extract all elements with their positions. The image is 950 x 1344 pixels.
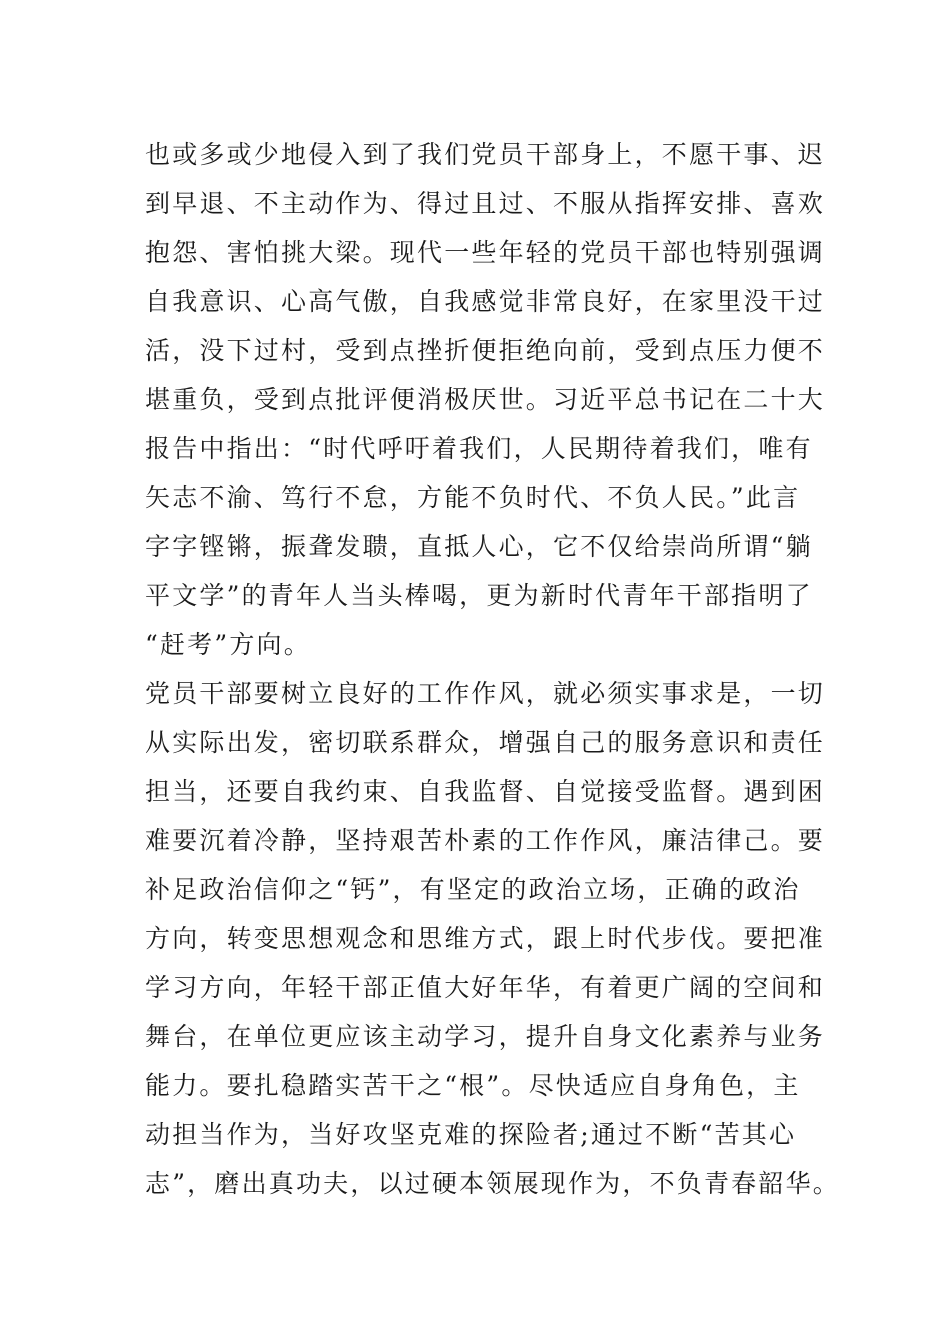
paragraph-line: 矢志不渝、笃行不怠，方能不负时代、不负人民。”此言 xyxy=(145,483,801,512)
paragraph-2 xyxy=(145,669,840,1208)
paragraph-line: 党员干部要树立良好的工作作风，就必须实事求是，一切 xyxy=(145,679,826,708)
paragraph-line: 自我意识、心高气傲，自我感觉非常良好，在家里没干过 xyxy=(145,287,826,316)
paragraph-line: 到早退、不主动作为、得过且过、不服从指挥安排、喜欢 xyxy=(145,189,826,218)
document-body xyxy=(145,130,840,1208)
paragraph-line: 活，没下过村，受到点挫折便拒绝向前，受到点压力便不 xyxy=(145,336,826,365)
paragraph-line: 从实际出发，密切联系群众，增强自己的服务意识和责任 xyxy=(145,728,826,757)
paragraph-line: 平文学”的青年人当头棒喝，更为新时代青年干部指明了 xyxy=(145,581,813,610)
paragraph-line: 报告中指出：“时代呼吁着我们，人民期待着我们，唯有 xyxy=(145,434,813,463)
paragraph-line: 抱怨、害怕挑大梁。现代一些年轻的党员干部也特别强调 xyxy=(145,238,826,267)
paragraph-line: 补足政治信仰之“钙”，有坚定的政治立场，正确的政治 xyxy=(145,875,801,904)
paragraph-line: 方向，转变思想观念和思维方式，跟上时代步伐。要把准 xyxy=(145,924,826,953)
paragraph-line: 能力。要扎稳踏实苦干之“根”。尽快适应自身角色，主 xyxy=(145,1071,801,1100)
paragraph-line: 志”，磨出真功夫，以过硬本领展现作为，不负青春韶华。 xyxy=(145,1169,840,1198)
paragraph-line: 也或多或少地侵入到了我们党员干部身上，不愿干事、迟 xyxy=(145,140,826,169)
paragraph-line: 动担当作为，当好攻坚克难的探险者;通过不断“苦其心 xyxy=(145,1120,797,1149)
paragraph-line: “赶考”方向。 xyxy=(145,630,311,659)
paragraph-line: 舞台，在单位更应该主动学习，提升自身文化素养与业务 xyxy=(145,1022,826,1051)
paragraph-line: 字字铿锵，振聋发聩，直抵人心，它不仅给崇尚所谓“躺 xyxy=(145,532,813,561)
paragraph-line: 堪重负，受到点批评便消极厌世。习近平总书记在二十大 xyxy=(145,385,826,414)
paragraph-line: 难要沉着冷静，坚持艰苦朴素的工作作风，廉洁律己。要 xyxy=(145,826,826,855)
paragraph-line: 担当，还要自我约束、自我监督、自觉接受监督。遇到困 xyxy=(145,777,826,806)
paragraph-1 xyxy=(145,130,826,669)
paragraph-line: 学习方向，年轻干部正值大好年华，有着更广阔的空间和 xyxy=(145,973,826,1002)
